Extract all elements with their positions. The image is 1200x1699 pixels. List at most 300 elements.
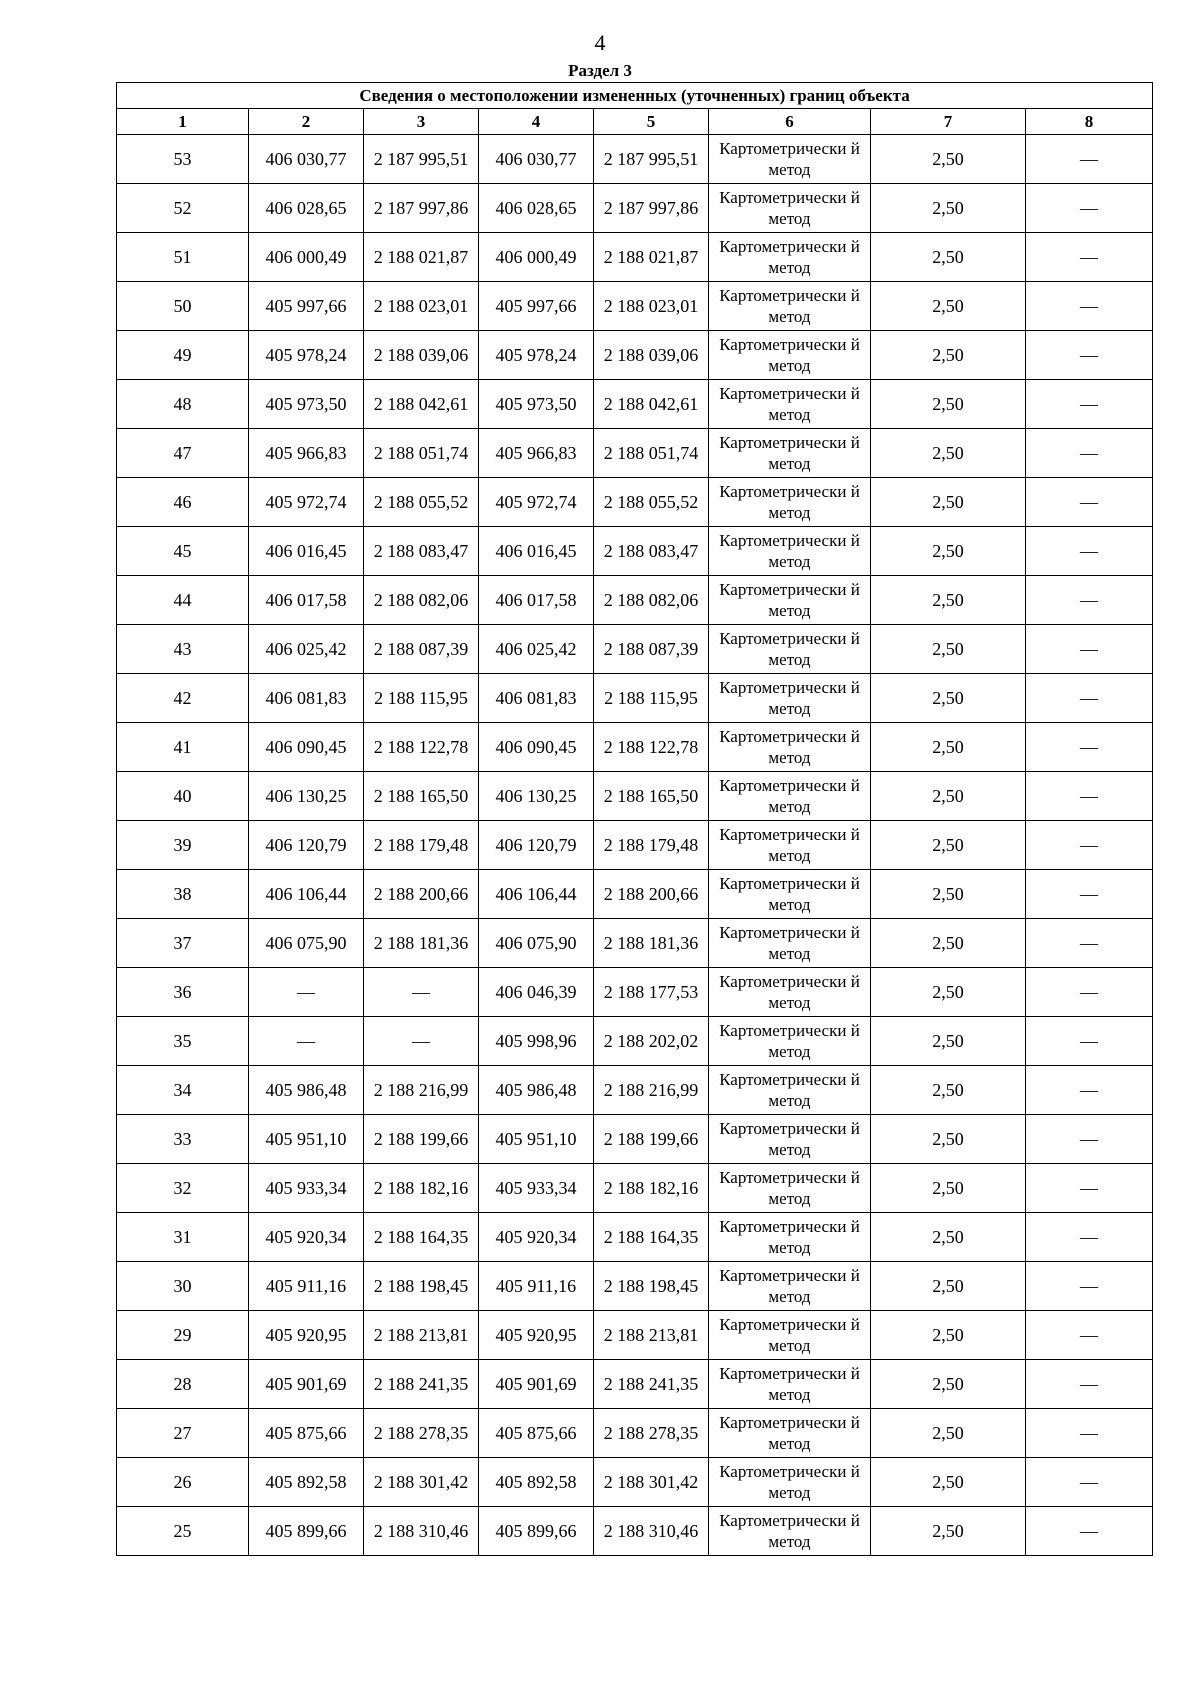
y-new-cell: 2 188 177,53 <box>594 968 709 1017</box>
determination-method-cell <box>709 1262 871 1311</box>
accuracy-cell: 2,50 <box>871 331 1026 380</box>
determination-method-cell <box>709 184 871 233</box>
x-new-cell: 406 081,83 <box>479 674 594 723</box>
y-existing-cell: 2 188 023,01 <box>364 282 479 331</box>
table-row <box>117 576 1153 625</box>
y-existing-cell: 2 188 042,61 <box>364 380 479 429</box>
y-new-cell: 2 188 278,35 <box>594 1409 709 1458</box>
x-new-cell: 405 972,74 <box>479 478 594 527</box>
method-text: Картометрически й метод <box>719 1511 860 1551</box>
determination-method-cell <box>709 576 871 625</box>
method-text: Картометрически й метод <box>719 972 860 1012</box>
y-new-cell: 2 188 301,42 <box>594 1458 709 1507</box>
description-cell: — <box>1026 625 1153 674</box>
y-new-cell: 2 188 087,39 <box>594 625 709 674</box>
x-new-cell: 406 016,45 <box>479 527 594 576</box>
y-existing-cell: 2 188 200,66 <box>364 870 479 919</box>
table-row <box>117 1066 1153 1115</box>
table-header-row <box>117 109 1153 135</box>
column-header-6: 6 <box>709 109 871 135</box>
x-new-cell: 405 892,58 <box>479 1458 594 1507</box>
boundary-table <box>116 82 1153 1556</box>
accuracy-cell: 2,50 <box>871 968 1026 1017</box>
x-existing-cell: 406 120,79 <box>249 821 364 870</box>
point-number-cell: 27 <box>117 1409 249 1458</box>
table-row <box>117 331 1153 380</box>
determination-method-cell <box>709 821 871 870</box>
determination-method-cell <box>709 429 871 478</box>
determination-method-cell <box>709 233 871 282</box>
x-existing-cell: 405 966,83 <box>249 429 364 478</box>
point-number-cell: 47 <box>117 429 249 478</box>
point-number-cell: 37 <box>117 919 249 968</box>
table-caption: Сведения о местоположении измененных (уточненных) границ объекта <box>117 83 1153 109</box>
y-new-cell: 2 188 164,35 <box>594 1213 709 1262</box>
y-existing-cell: 2 187 997,86 <box>364 184 479 233</box>
x-new-cell: 405 899,66 <box>479 1507 594 1556</box>
table-row <box>117 1458 1153 1507</box>
description-cell: — <box>1026 723 1153 772</box>
table-row <box>117 968 1153 1017</box>
y-existing-cell: — <box>364 1017 479 1066</box>
y-existing-cell: 2 188 241,35 <box>364 1360 479 1409</box>
method-text: Картометрически й метод <box>719 1462 860 1502</box>
y-existing-cell: 2 188 301,42 <box>364 1458 479 1507</box>
point-number-cell: 26 <box>117 1458 249 1507</box>
method-text: Картометрически й метод <box>719 874 860 914</box>
method-text: Картометрически й метод <box>719 1070 860 1110</box>
y-new-cell: 2 188 039,06 <box>594 331 709 380</box>
description-cell: — <box>1026 478 1153 527</box>
table-row <box>117 870 1153 919</box>
y-existing-cell: 2 188 122,78 <box>364 723 479 772</box>
determination-method-cell <box>709 1311 871 1360</box>
x-existing-cell: 405 899,66 <box>249 1507 364 1556</box>
description-cell: — <box>1026 135 1153 184</box>
point-number-cell: 51 <box>117 233 249 282</box>
determination-method-cell <box>709 135 871 184</box>
method-text: Картометрически й метод <box>719 580 860 620</box>
x-new-cell: 405 911,16 <box>479 1262 594 1311</box>
x-new-cell: 406 106,44 <box>479 870 594 919</box>
column-header-7: 7 <box>871 109 1026 135</box>
description-cell: — <box>1026 1360 1153 1409</box>
point-number-cell: 50 <box>117 282 249 331</box>
table-row <box>117 1311 1153 1360</box>
x-new-cell: 405 951,10 <box>479 1115 594 1164</box>
y-existing-cell: 2 188 164,35 <box>364 1213 479 1262</box>
y-new-cell: 2 188 241,35 <box>594 1360 709 1409</box>
x-existing-cell: 405 892,58 <box>249 1458 364 1507</box>
table-row <box>117 625 1153 674</box>
point-number-cell: 49 <box>117 331 249 380</box>
table-row <box>117 1164 1153 1213</box>
point-number-cell: 32 <box>117 1164 249 1213</box>
accuracy-cell: 2,50 <box>871 870 1026 919</box>
accuracy-cell: 2,50 <box>871 429 1026 478</box>
point-number-cell: 38 <box>117 870 249 919</box>
determination-method-cell <box>709 380 871 429</box>
y-new-cell: 2 188 182,16 <box>594 1164 709 1213</box>
determination-method-cell <box>709 1458 871 1507</box>
x-existing-cell: 405 875,66 <box>249 1409 364 1458</box>
x-new-cell: 405 986,48 <box>479 1066 594 1115</box>
determination-method-cell <box>709 1017 871 1066</box>
accuracy-cell: 2,50 <box>871 723 1026 772</box>
y-existing-cell: 2 188 310,46 <box>364 1507 479 1556</box>
table-row <box>117 135 1153 184</box>
description-cell: — <box>1026 184 1153 233</box>
description-cell: — <box>1026 282 1153 331</box>
determination-method-cell <box>709 870 871 919</box>
y-new-cell: 2 188 122,78 <box>594 723 709 772</box>
description-cell: — <box>1026 429 1153 478</box>
point-number-cell: 25 <box>117 1507 249 1556</box>
point-number-cell: 34 <box>117 1066 249 1115</box>
y-new-cell: 2 187 995,51 <box>594 135 709 184</box>
description-cell: — <box>1026 821 1153 870</box>
accuracy-cell: 2,50 <box>871 919 1026 968</box>
description-cell: — <box>1026 1262 1153 1311</box>
determination-method-cell <box>709 1409 871 1458</box>
y-new-cell: 2 188 181,36 <box>594 919 709 968</box>
y-existing-cell: 2 188 087,39 <box>364 625 479 674</box>
x-existing-cell: 406 081,83 <box>249 674 364 723</box>
y-new-cell: 2 188 115,95 <box>594 674 709 723</box>
point-number-cell: 52 <box>117 184 249 233</box>
table-row <box>117 527 1153 576</box>
y-existing-cell: 2 188 165,50 <box>364 772 479 821</box>
y-new-cell: 2 188 199,66 <box>594 1115 709 1164</box>
x-new-cell: 406 075,90 <box>479 919 594 968</box>
accuracy-cell: 2,50 <box>871 1213 1026 1262</box>
x-new-cell: 406 017,58 <box>479 576 594 625</box>
point-number-cell: 28 <box>117 1360 249 1409</box>
description-cell: — <box>1026 1115 1153 1164</box>
y-existing-cell: 2 188 083,47 <box>364 527 479 576</box>
x-new-cell: 405 998,96 <box>479 1017 594 1066</box>
determination-method-cell <box>709 625 871 674</box>
x-new-cell: 406 120,79 <box>479 821 594 870</box>
y-new-cell: 2 187 997,86 <box>594 184 709 233</box>
x-existing-cell: 406 028,65 <box>249 184 364 233</box>
x-new-cell: 405 933,34 <box>479 1164 594 1213</box>
x-existing-cell: 406 017,58 <box>249 576 364 625</box>
determination-method-cell <box>709 282 871 331</box>
table-row <box>117 233 1153 282</box>
x-existing-cell: 405 951,10 <box>249 1115 364 1164</box>
accuracy-cell: 2,50 <box>871 1458 1026 1507</box>
method-text: Картометрически й метод <box>719 1021 860 1061</box>
description-cell: — <box>1026 1017 1153 1066</box>
point-number-cell: 48 <box>117 380 249 429</box>
x-new-cell: 405 920,34 <box>479 1213 594 1262</box>
table-row <box>117 429 1153 478</box>
y-existing-cell: 2 188 115,95 <box>364 674 479 723</box>
table-row <box>117 1115 1153 1164</box>
y-existing-cell: 2 188 181,36 <box>364 919 479 968</box>
table-row <box>117 282 1153 331</box>
method-text: Картометрически й метод <box>719 727 860 767</box>
determination-method-cell <box>709 919 871 968</box>
x-existing-cell: — <box>249 1017 364 1066</box>
description-cell: — <box>1026 1409 1153 1458</box>
accuracy-cell: 2,50 <box>871 1507 1026 1556</box>
description-cell: — <box>1026 331 1153 380</box>
method-text: Картометрически й метод <box>719 629 860 669</box>
y-new-cell: 2 188 021,87 <box>594 233 709 282</box>
x-new-cell: 406 025,42 <box>479 625 594 674</box>
x-existing-cell: 405 997,66 <box>249 282 364 331</box>
description-cell: — <box>1026 527 1153 576</box>
method-text: Картометрически й метод <box>719 1364 860 1404</box>
y-new-cell: 2 188 310,46 <box>594 1507 709 1556</box>
table-row <box>117 1409 1153 1458</box>
determination-method-cell <box>709 674 871 723</box>
description-cell: — <box>1026 919 1153 968</box>
y-existing-cell: 2 188 278,35 <box>364 1409 479 1458</box>
x-existing-cell: 406 025,42 <box>249 625 364 674</box>
x-new-cell: 406 000,49 <box>479 233 594 282</box>
table-row <box>117 1360 1153 1409</box>
point-number-cell: 33 <box>117 1115 249 1164</box>
y-new-cell: 2 188 083,47 <box>594 527 709 576</box>
determination-method-cell <box>709 968 871 1017</box>
description-cell: — <box>1026 380 1153 429</box>
y-existing-cell: 2 188 213,81 <box>364 1311 479 1360</box>
y-new-cell: 2 188 200,66 <box>594 870 709 919</box>
x-existing-cell: 405 933,34 <box>249 1164 364 1213</box>
determination-method-cell <box>709 772 871 821</box>
x-existing-cell: 405 901,69 <box>249 1360 364 1409</box>
table-row <box>117 919 1153 968</box>
column-header-2: 2 <box>249 109 364 135</box>
method-text: Картометрически й метод <box>719 433 860 473</box>
table-row <box>117 184 1153 233</box>
y-new-cell: 2 188 023,01 <box>594 282 709 331</box>
method-text: Картометрически й метод <box>719 1413 860 1453</box>
determination-method-cell <box>709 723 871 772</box>
table-caption-row <box>117 83 1153 109</box>
method-text: Картометрически й метод <box>719 335 860 375</box>
method-text: Картометрически й метод <box>719 188 860 228</box>
y-new-cell: 2 188 055,52 <box>594 478 709 527</box>
column-header-1: 1 <box>117 109 249 135</box>
y-new-cell: 2 188 202,02 <box>594 1017 709 1066</box>
x-new-cell: 405 966,83 <box>479 429 594 478</box>
y-existing-cell: 2 188 039,06 <box>364 331 479 380</box>
description-cell: — <box>1026 968 1153 1017</box>
accuracy-cell: 2,50 <box>871 1115 1026 1164</box>
x-existing-cell: — <box>249 968 364 1017</box>
x-existing-cell: 406 130,25 <box>249 772 364 821</box>
y-existing-cell: 2 188 198,45 <box>364 1262 479 1311</box>
point-number-cell: 35 <box>117 1017 249 1066</box>
method-text: Картометрически й метод <box>719 384 860 424</box>
accuracy-cell: 2,50 <box>871 1262 1026 1311</box>
method-text: Картометрически й метод <box>719 482 860 522</box>
description-cell: — <box>1026 1066 1153 1115</box>
x-existing-cell: 406 016,45 <box>249 527 364 576</box>
y-new-cell: 2 188 165,50 <box>594 772 709 821</box>
x-new-cell: 405 920,95 <box>479 1311 594 1360</box>
determination-method-cell <box>709 527 871 576</box>
y-new-cell: 2 188 042,61 <box>594 380 709 429</box>
x-existing-cell: 405 972,74 <box>249 478 364 527</box>
point-number-cell: 45 <box>117 527 249 576</box>
x-existing-cell: 405 986,48 <box>249 1066 364 1115</box>
accuracy-cell: 2,50 <box>871 1017 1026 1066</box>
method-text: Картометрически й метод <box>719 286 860 326</box>
column-header-8: 8 <box>1026 109 1153 135</box>
x-existing-cell: 405 911,16 <box>249 1262 364 1311</box>
y-existing-cell: 2 188 051,74 <box>364 429 479 478</box>
point-number-cell: 43 <box>117 625 249 674</box>
method-text: Картометрически й метод <box>719 1119 860 1159</box>
method-text: Картометрически й метод <box>719 1168 860 1208</box>
column-header-3: 3 <box>364 109 479 135</box>
method-text: Картометрически й метод <box>719 776 860 816</box>
page-number: 4 <box>594 30 606 55</box>
description-cell: — <box>1026 674 1153 723</box>
table-row <box>117 1507 1153 1556</box>
table-row <box>117 723 1153 772</box>
column-header-4: 4 <box>479 109 594 135</box>
determination-method-cell <box>709 331 871 380</box>
method-text: Картометрически й метод <box>719 678 860 718</box>
x-existing-cell: 405 978,24 <box>249 331 364 380</box>
method-text: Картометрически й метод <box>719 237 860 277</box>
y-existing-cell: 2 188 179,48 <box>364 821 479 870</box>
section-title: Раздел 3 <box>568 61 632 80</box>
determination-method-cell <box>709 1213 871 1262</box>
point-number-cell: 31 <box>117 1213 249 1262</box>
point-number-cell: 40 <box>117 772 249 821</box>
y-new-cell: 2 188 198,45 <box>594 1262 709 1311</box>
x-new-cell: 405 875,66 <box>479 1409 594 1458</box>
method-text: Картометрически й метод <box>719 923 860 963</box>
x-existing-cell: 405 920,34 <box>249 1213 364 1262</box>
point-number-cell: 41 <box>117 723 249 772</box>
table-row <box>117 1017 1153 1066</box>
table-body <box>117 135 1153 1556</box>
y-existing-cell: 2 188 216,99 <box>364 1066 479 1115</box>
point-number-cell: 30 <box>117 1262 249 1311</box>
x-new-cell: 406 030,77 <box>479 135 594 184</box>
x-existing-cell: 405 920,95 <box>249 1311 364 1360</box>
x-existing-cell: 406 090,45 <box>249 723 364 772</box>
x-existing-cell: 405 973,50 <box>249 380 364 429</box>
accuracy-cell: 2,50 <box>871 380 1026 429</box>
x-new-cell: 406 028,65 <box>479 184 594 233</box>
accuracy-cell: 2,50 <box>871 282 1026 331</box>
method-text: Картометрически й метод <box>719 139 860 179</box>
method-text: Картометрически й метод <box>719 1217 860 1257</box>
table-row <box>117 1262 1153 1311</box>
point-number-cell: 46 <box>117 478 249 527</box>
point-number-cell: 44 <box>117 576 249 625</box>
accuracy-cell: 2,50 <box>871 233 1026 282</box>
column-header-5: 5 <box>594 109 709 135</box>
y-existing-cell: 2 188 021,87 <box>364 233 479 282</box>
x-existing-cell: 406 075,90 <box>249 919 364 968</box>
description-cell: — <box>1026 772 1153 821</box>
accuracy-cell: 2,50 <box>871 674 1026 723</box>
accuracy-cell: 2,50 <box>871 1164 1026 1213</box>
determination-method-cell <box>709 478 871 527</box>
x-new-cell: 405 997,66 <box>479 282 594 331</box>
point-number-cell: 53 <box>117 135 249 184</box>
x-existing-cell: 406 030,77 <box>249 135 364 184</box>
description-cell: — <box>1026 1311 1153 1360</box>
y-existing-cell: 2 188 082,06 <box>364 576 479 625</box>
table-row <box>117 821 1153 870</box>
accuracy-cell: 2,50 <box>871 135 1026 184</box>
accuracy-cell: 2,50 <box>871 1066 1026 1115</box>
determination-method-cell <box>709 1507 871 1556</box>
method-text: Картометрически й метод <box>719 825 860 865</box>
description-cell: — <box>1026 1213 1153 1262</box>
x-new-cell: 405 973,50 <box>479 380 594 429</box>
x-new-cell: 406 046,39 <box>479 968 594 1017</box>
y-existing-cell: 2 187 995,51 <box>364 135 479 184</box>
accuracy-cell: 2,50 <box>871 527 1026 576</box>
table-row <box>117 674 1153 723</box>
accuracy-cell: 2,50 <box>871 1409 1026 1458</box>
accuracy-cell: 2,50 <box>871 625 1026 674</box>
point-number-cell: 42 <box>117 674 249 723</box>
x-new-cell: 405 901,69 <box>479 1360 594 1409</box>
y-new-cell: 2 188 082,06 <box>594 576 709 625</box>
point-number-cell: 39 <box>117 821 249 870</box>
table-row <box>117 1213 1153 1262</box>
x-existing-cell: 406 000,49 <box>249 233 364 282</box>
determination-method-cell <box>709 1360 871 1409</box>
description-cell: — <box>1026 870 1153 919</box>
accuracy-cell: 2,50 <box>871 184 1026 233</box>
y-new-cell: 2 188 179,48 <box>594 821 709 870</box>
method-text: Картометрически й метод <box>719 531 860 571</box>
x-new-cell: 406 090,45 <box>479 723 594 772</box>
y-new-cell: 2 188 216,99 <box>594 1066 709 1115</box>
y-existing-cell: 2 188 199,66 <box>364 1115 479 1164</box>
method-text: Картометрически й метод <box>719 1315 860 1355</box>
table-row <box>117 380 1153 429</box>
method-text: Картометрически й метод <box>719 1266 860 1306</box>
table-row <box>117 772 1153 821</box>
determination-method-cell <box>709 1115 871 1164</box>
accuracy-cell: 2,50 <box>871 478 1026 527</box>
accuracy-cell: 2,50 <box>871 1311 1026 1360</box>
description-cell: — <box>1026 1164 1153 1213</box>
determination-method-cell <box>709 1164 871 1213</box>
y-existing-cell: 2 188 182,16 <box>364 1164 479 1213</box>
accuracy-cell: 2,50 <box>871 1360 1026 1409</box>
accuracy-cell: 2,50 <box>871 576 1026 625</box>
description-cell: — <box>1026 576 1153 625</box>
description-cell: — <box>1026 233 1153 282</box>
description-cell: — <box>1026 1507 1153 1556</box>
y-existing-cell: 2 188 055,52 <box>364 478 479 527</box>
description-cell: — <box>1026 1458 1153 1507</box>
point-number-cell: 36 <box>117 968 249 1017</box>
point-number-cell: 29 <box>117 1311 249 1360</box>
table-row <box>117 478 1153 527</box>
accuracy-cell: 2,50 <box>871 821 1026 870</box>
x-existing-cell: 406 106,44 <box>249 870 364 919</box>
y-new-cell: 2 188 051,74 <box>594 429 709 478</box>
y-new-cell: 2 188 213,81 <box>594 1311 709 1360</box>
